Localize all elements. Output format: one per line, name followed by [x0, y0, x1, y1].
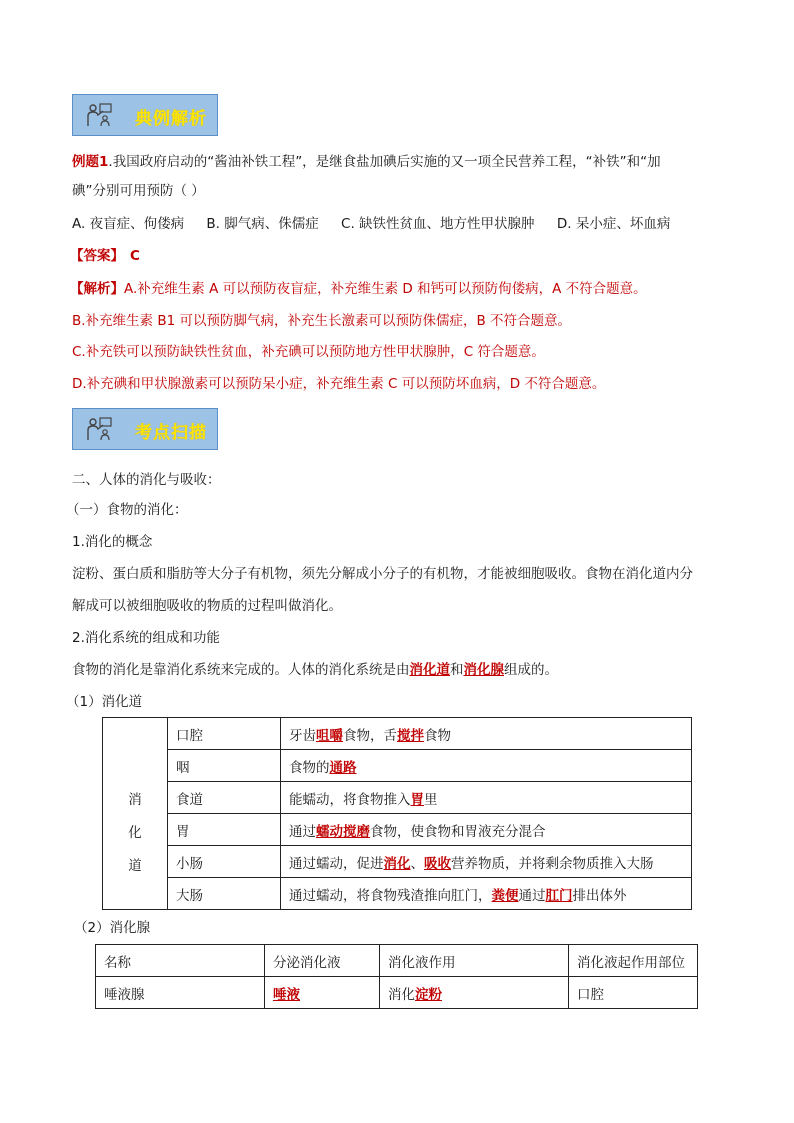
section-banner-examples — [72, 94, 218, 136]
header-cell: 消化液起作用部位 — [569, 945, 698, 977]
heading-glands: （2）消化腺 — [74, 920, 151, 936]
heading-concept: 1.消化的概念 — [72, 534, 153, 550]
organ-cell: 胃 — [168, 814, 281, 846]
example-label: 例题1 — [72, 154, 109, 170]
function-cell: 食物的通路 — [281, 750, 692, 782]
analysis-line-2: B.补充维生素 B1 可以预防脚气病，补充生长激素可以预防侏儒症，B 不符合题意。 — [72, 313, 572, 329]
header-cell: 名称 — [96, 945, 265, 977]
section-banner-scan — [72, 408, 218, 450]
question-line-1: 例题1.我国政府启动的“酱油补铁工程”，是继食盐加碘后实施的又一项全民营养工程，“补铁”和“加 — [72, 154, 661, 170]
action-cell: 消化淀粉 — [380, 977, 569, 1009]
table-row — [96, 977, 698, 1009]
option-c: C. 缺铁性贫血、地方性甲状腺肿 — [341, 216, 535, 232]
paragraph-system: 食物的消化是靠消化系统来完成的。人体的消化系统是由消化道和消化腺组成的。 — [72, 662, 558, 678]
option-d: D. 呆小症、坏血病 — [556, 216, 671, 232]
section-title: 典例解析 — [135, 109, 207, 129]
table-row — [103, 878, 692, 910]
function-cell: 通过蠕动，将食物残渣推向肛门，粪便通过肛门排出体外 — [281, 878, 692, 910]
section-title: 考点扫描 — [135, 423, 207, 443]
organ-cell: 大肠 — [168, 878, 281, 910]
digestive-tract-table — [102, 717, 692, 910]
answer-value: C — [130, 248, 140, 264]
paragraph-line-1: 淀粉、蛋白质和脂肪等大分子有机物，须先分解成小分子的有机物，才能被细胞吸收。食物在消化道内分 — [72, 566, 693, 582]
site-cell: 口腔 — [569, 977, 698, 1009]
organ-cell: 小肠 — [168, 846, 281, 878]
organ-cell: 口腔 — [168, 718, 281, 750]
analysis-line-1: 【解析】A.补充维生素 A 可以预防夜盲症，补充维生素 D 和钙可以预防佝偻病，A 不符合题意。 — [70, 281, 647, 297]
analysis-line-3: C.补充铁可以预防缺铁性贫血，补充碘可以预防地方性甲状腺肿，C 符合题意。 — [72, 344, 545, 360]
table-row — [103, 782, 692, 814]
heading-digestion-absorption: 二、人体的消化与吸收： — [72, 472, 221, 488]
header-cell: 分泌消化液 — [265, 945, 380, 977]
question-line-2: 碘”分别可用预防（ ） — [72, 183, 205, 199]
function-cell: 通过蠕动搅磨食物，使食物和胃液充分混合 — [281, 814, 692, 846]
heading-food-digestion: （一）食物的消化： — [66, 502, 188, 518]
options-row — [72, 214, 670, 234]
organ-cell: 食道 — [168, 782, 281, 814]
table-header-row — [96, 945, 698, 977]
header-cell: 消化液作用 — [380, 945, 569, 977]
analysis-line-4: D.补充碘和甲状腺激素可以预防呆小症，补充维生素 C 可以预防坏血病，D 不符合题意。 — [72, 376, 606, 392]
table-row — [103, 846, 692, 878]
answer-row — [70, 246, 140, 266]
table-row — [103, 750, 692, 782]
table-row — [103, 718, 692, 750]
option-a: A. 夜盲症、佝偻病 — [72, 216, 185, 232]
function-cell: 牙齿咀嚼食物，舌搅拌食物 — [281, 718, 692, 750]
organ-cell: 咽 — [168, 750, 281, 782]
paragraph-line-2: 解成可以被细胞吸收的物质的过程叫做消化。 — [72, 598, 342, 614]
fluid-cell: 唾液 — [265, 977, 380, 1009]
digestive-gland-table — [95, 944, 698, 1009]
gland-name-cell: 唾液腺 — [96, 977, 265, 1009]
function-cell: 通过蠕动，促进消化、吸收营养物质，并将剩余物质推入大肠 — [281, 846, 692, 878]
heading-system: 2.消化系统的组成和功能 — [72, 630, 220, 646]
table-row — [103, 814, 692, 846]
teacher-icon — [85, 101, 113, 129]
function-cell: 能蠕动，将食物推入胃里 — [281, 782, 692, 814]
heading-tract: （1）消化道 — [66, 694, 143, 710]
teacher-icon — [85, 415, 113, 443]
analysis-label: 【解析】 — [70, 281, 124, 297]
option-b: B. 脚气病、侏儒症 — [206, 216, 319, 232]
answer-label: 【答案】 — [70, 248, 124, 264]
group-label-cell: 消 化 道 — [103, 718, 168, 910]
